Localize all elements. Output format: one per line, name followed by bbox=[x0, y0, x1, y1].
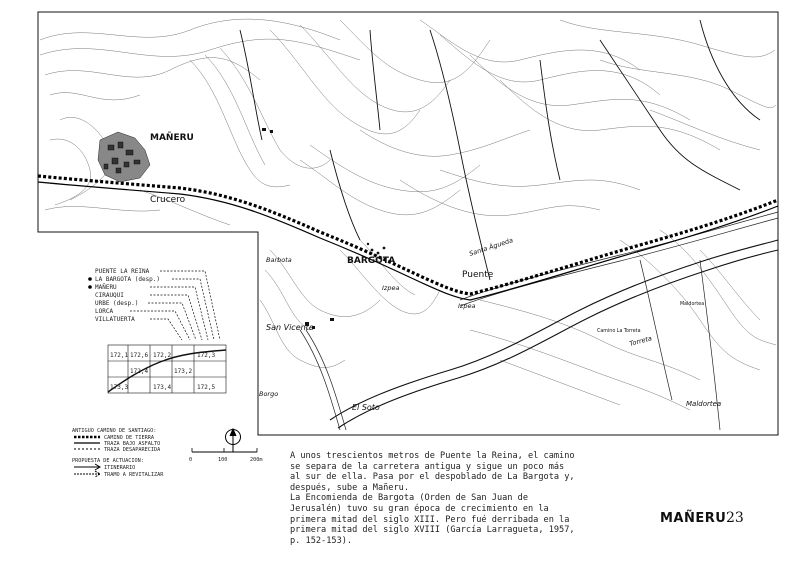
legend bbox=[72, 428, 164, 478]
caption-paragraph-1: A unos trescientos metros de Puente la Reina, el camino se separa de la carretera antigua y sigue un poco más al sur de ella. Pasa por el despoblado de La Bargota y, después, sube a Mañeru. bbox=[290, 451, 575, 493]
label-maldortea: Maldortea bbox=[686, 400, 722, 408]
inset-route-list bbox=[88, 268, 220, 340]
inset-item-5: URBE (desp.) bbox=[95, 300, 139, 307]
scale-tick-0: 0 bbox=[189, 457, 193, 463]
scale-tick-200m: 200m bbox=[250, 457, 263, 463]
inset-tile-4: 172,4 bbox=[130, 368, 149, 375]
inset-item-4: CIRAUQUI bbox=[95, 292, 124, 299]
inset-item-2: LA BARGOTA (desp.) bbox=[95, 276, 161, 283]
inset-item-1: PUENTE LA REINA bbox=[95, 268, 150, 275]
inset-item-7: VILLATUERTA bbox=[95, 316, 135, 323]
inset-tile-1: 172,1 bbox=[110, 352, 129, 359]
inset-item-6: LORCA bbox=[95, 308, 114, 315]
inset-tile-3: 172,3 bbox=[197, 352, 216, 359]
map-frame bbox=[38, 12, 778, 435]
label-izpea-1: Izpea bbox=[382, 284, 400, 292]
legend-propuesta-item-2: TRAMO A REVITALIZAR bbox=[104, 472, 164, 478]
label-crucero: Crucero bbox=[150, 195, 186, 205]
label-camino-torreta: Camino La Torreta bbox=[597, 329, 641, 334]
inset-tile-2: 172,2 bbox=[153, 352, 172, 359]
label-el-soto: El Soto bbox=[352, 403, 380, 412]
label-san-vicente: San Vicente bbox=[266, 323, 314, 332]
label-izpea-2: Izpea bbox=[458, 302, 476, 310]
inset-tile-5: 173,2 bbox=[174, 368, 193, 375]
footer-title: MAÑERU bbox=[660, 511, 727, 526]
legend-propuesta-title: PROPUESTA DE ACTUACION: bbox=[72, 458, 144, 464]
legend-antiguo-item-1: CAMINO DE TIERRA bbox=[104, 435, 154, 441]
legend-antiguo-item-2: TRAZA BAJO ASFALTO bbox=[104, 441, 161, 447]
label-torreta: Torreta bbox=[628, 334, 653, 348]
caption bbox=[290, 451, 576, 546]
scale-bar bbox=[189, 448, 263, 463]
inset-tile-7: 173,4 bbox=[153, 384, 172, 391]
label-maneru: MAÑERU bbox=[150, 133, 194, 143]
label-maldortea-small: Maldortea bbox=[680, 302, 705, 307]
inset-tile-9: 172,6 bbox=[130, 352, 149, 359]
page-number: 23 bbox=[726, 510, 744, 526]
inset-item-3: MAÑERU bbox=[95, 284, 117, 291]
scale-tick-100: 100 bbox=[218, 457, 228, 463]
inset-tile-6: 173,3 bbox=[110, 384, 129, 391]
legend-antiguo-item-3: TRAZA DESAPARECIDA bbox=[104, 447, 161, 453]
inset-tile-8: 172,5 bbox=[197, 384, 216, 391]
legend-antiguo-title: ANTIGUO CAMINO DE SANTIAGO: bbox=[72, 428, 157, 434]
north-arrow bbox=[226, 429, 241, 452]
label-santa-agueda: Santa Águeda bbox=[468, 236, 515, 258]
label-bargota: BARGOTA bbox=[347, 256, 396, 266]
legend-propuesta-item-1: ITINERARIO bbox=[104, 465, 136, 471]
label-puente: Puente bbox=[462, 270, 494, 280]
label-borgo: Borgo bbox=[259, 390, 279, 398]
caption-paragraph-2: La Encomienda de Bargota (Orden de San Juan de Jerusalén) tuvo su gran época de crecimiento en la primera mitad del siglo XIII. Pero fué derribada en la primera mitad del siglo XVIII (García Larragueta, 1957, p. 152-153). bbox=[290, 493, 575, 546]
label-barbota: Barbota bbox=[266, 256, 292, 264]
